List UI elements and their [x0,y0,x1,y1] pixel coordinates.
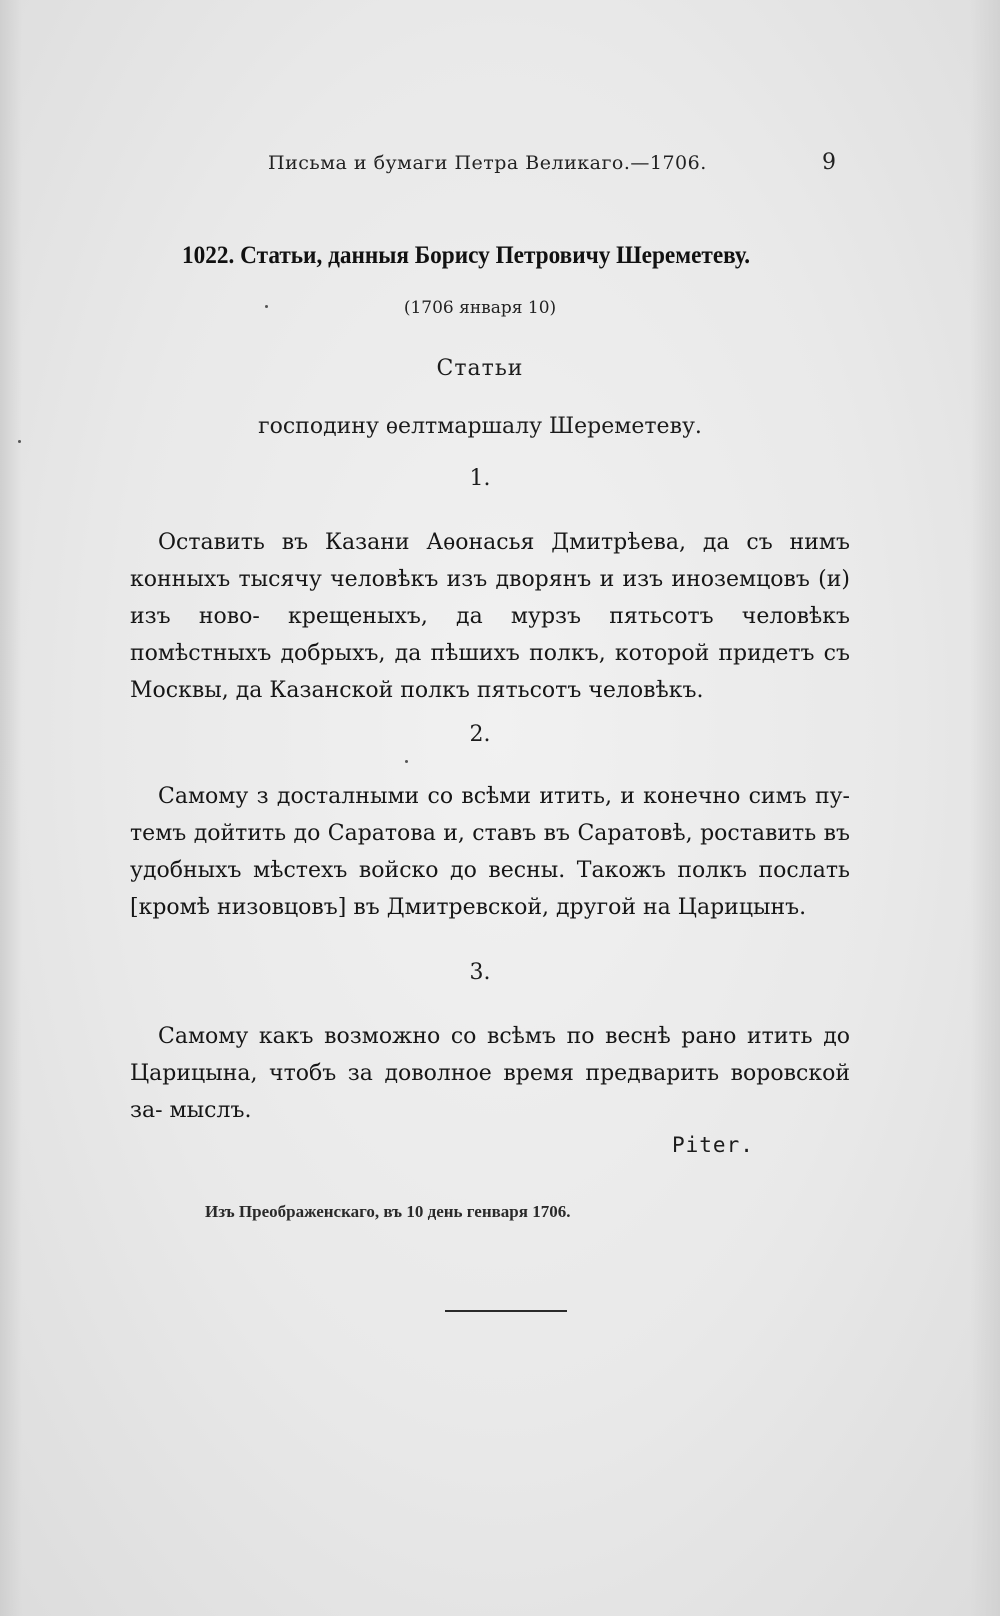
article-number-2: 2. [469,722,491,747]
article-text-1-body: Оставить въ Казани Аѳонасья Дмитрѣева, да съ нимъ конныхъ тысячу человѣкъ изъ дворянъ и изъ иноземцовъ (и) изъ ново- крещеныхъ, да мурзъ пятьсотъ человѣкъ помѣстныхъ добрыхъ, да пѣшихъ полкъ, которой придетъ съ Москвы, да Казанской полкъ пятьсотъ человѣкъ. [130,530,850,703]
place-date-line: Изъ Преображенскаго, въ 10 день генваря 1706. [205,1202,571,1221]
article-number-3: 3. [469,960,491,985]
page-number: 9 [822,150,836,175]
article-text-3-body: Самому какъ возможно со всѣмъ по веснѣ рано итить до Царицына, чтобъ за доволное время предварить воровской за- мыслъ. [130,1024,850,1123]
document-title: 1022. Статьи, данныя Борису Петровичу Шереметеву. [182,242,751,269]
paper-speck [18,440,21,443]
addressee-line: господину ѳелтмаршалу Шереметеву. [258,414,702,439]
end-rule-divider [445,1310,567,1312]
article-text-3 [130,1018,850,1129]
page-left-shadow [0,0,22,1616]
article-text-2-body: Самому з досталными со всѣми итить, и конечно симъ пу- темъ дойтить до Саратова и, ставъ въ Саратовѣ, роставить въ удобныхъ мѣстехъ войско до весны. Такожъ полкъ послать [кромѣ низовцовъ] въ Дмитревской, другой на Царицынъ. [130,784,850,920]
article-text-1 [130,524,850,709]
signature: Piter. [672,1133,754,1157]
document-date: (1706 января 10) [403,298,557,318]
paper-speck [405,760,408,763]
paper-speck [265,305,268,308]
article-text-2 [130,778,850,926]
article-number-1: 1. [469,466,491,491]
page-right-shadow [970,0,1000,1616]
section-heading: Статьи [436,356,524,381]
running-head: Письма и бумаги Петра Великаго.—1706. [268,152,707,174]
